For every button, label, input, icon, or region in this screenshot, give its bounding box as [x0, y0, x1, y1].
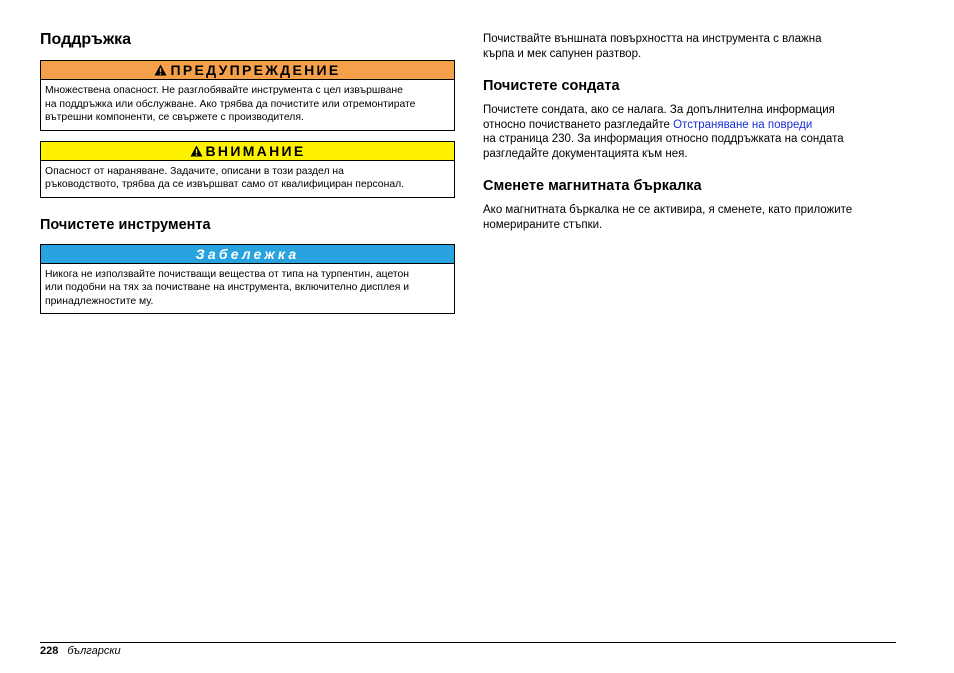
right-column [483, 32, 903, 232]
stir-bar-line: номерираните стъпки. [483, 218, 603, 231]
intro-line: Почиствайте външната повърхността на инструмента с влажна [483, 33, 822, 45]
left-column [40, 30, 455, 324]
caution-header [41, 142, 454, 161]
clean-probe-heading: Почистете сондата [483, 78, 620, 94]
probe-line: Почистете сондата, ако се налага. За допълнителна информация [483, 104, 835, 116]
clean-probe-paragraph [483, 103, 903, 161]
note-box [40, 244, 455, 315]
warning-line: Множествена опасност. Не разглобявайте инструмента с цел извършване [45, 85, 403, 96]
caution-triangle-icon [190, 145, 203, 157]
warning-box [40, 60, 455, 131]
probe-line: относно почистването разгледайте [483, 118, 674, 131]
warning-triangle-icon [154, 64, 167, 76]
stir-bar-paragraph [483, 203, 903, 232]
probe-line: разгледайте документацията към нея. [483, 147, 688, 160]
page-footer [40, 644, 121, 658]
probe-line: на страница 230. За информация относно поддръжката на сондата [483, 133, 844, 145]
note-line: или подобни на тях за почистване на инструмента, включително дисплея и [45, 282, 410, 293]
caution-line: Опасност от нараняване. Задачите, описани в този раздел на [45, 165, 344, 177]
warning-text [41, 80, 454, 130]
footer-language: български [67, 645, 121, 657]
note-line: принадлежностите му. [45, 295, 154, 307]
warning-header [41, 61, 454, 80]
caution-text [41, 161, 454, 197]
intro-line: кърпа и мек сапунен разтвор. [483, 47, 642, 60]
intro-paragraph [483, 32, 903, 61]
caution-line: ръководството, трябва да се извършват само от квалифициран персонал. [45, 179, 405, 190]
warning-line: вътрешни компоненти, се свържете с производителя. [45, 112, 304, 123]
page-number: 228 [40, 645, 59, 657]
stir-bar-line: Ако магнитната бъркалка не се активира, я сменете, като приложите [483, 204, 853, 216]
note-text [41, 264, 454, 314]
troubleshooting-link[interactable]: Отстраняване на повреди [673, 118, 813, 131]
footer-divider [40, 642, 896, 643]
clean-instrument-heading: Почистете инструмента [40, 216, 211, 233]
note-line: Никога не използвайте почистващи вещества от типа на турпентин, ацетон [45, 268, 410, 280]
stir-bar-heading: Сменете магнитната бъркалка [483, 178, 702, 194]
note-header: Забележка [41, 245, 454, 264]
warning-line: на поддръжка или обслужване. Ако трябва да почистите или отремонтирате [45, 98, 416, 110]
caution-box [40, 141, 455, 198]
warning-label: ПРЕДУПРЕЖДЕНИЕ [170, 62, 341, 78]
page-title: Поддръжка [40, 31, 132, 48]
caution-label: ВНИМАНИЕ [205, 142, 306, 159]
